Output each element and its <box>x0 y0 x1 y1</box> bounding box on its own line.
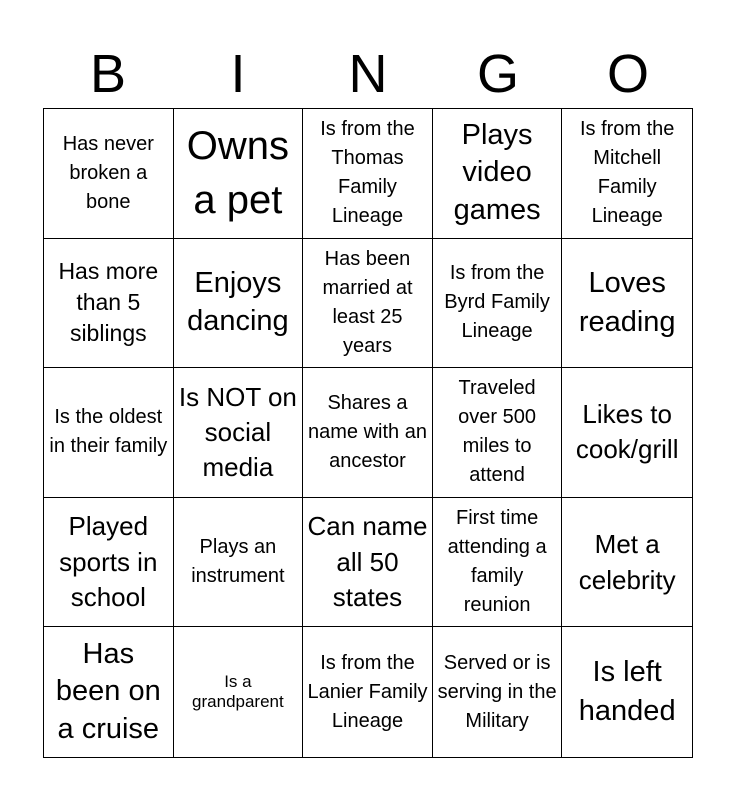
bingo-cell[interactable] <box>562 239 692 369</box>
cell-label: Is from the Mitchell Family Lineage <box>579 118 675 228</box>
bingo-cell[interactable] <box>303 109 433 239</box>
bingo-cell[interactable] <box>44 627 174 757</box>
header-letter-i: I <box>230 44 246 104</box>
cell-label: Loves reading <box>578 266 676 338</box>
cell-label: Played sports in school <box>59 511 158 612</box>
bingo-cell[interactable] <box>44 368 174 498</box>
bingo-cell[interactable] <box>433 239 563 369</box>
cell-label: Shares a name with an ancestor <box>308 391 427 472</box>
bingo-cell[interactable] <box>44 498 174 628</box>
bingo-cell[interactable] <box>174 109 304 239</box>
bingo-cell[interactable] <box>303 368 433 498</box>
bingo-cell[interactable] <box>174 368 304 498</box>
cell-label: Met a celebrity <box>578 528 676 596</box>
bingo-cell[interactable] <box>174 627 304 757</box>
cell-label: Is NOT on social media <box>178 381 297 483</box>
bingo-board <box>43 108 693 758</box>
cell-label: Has more than 5 siblings <box>58 258 159 347</box>
cell-label: Likes to cook/grill <box>575 399 679 465</box>
cell-label: Has been married at least 25 years <box>322 247 413 357</box>
bingo-cell[interactable] <box>44 109 174 239</box>
cell-label: Plays an instrument <box>191 536 285 588</box>
cell-label: First time attending a family reunion <box>447 507 547 617</box>
cell-label: Plays video games <box>453 118 541 227</box>
cell-label: Owns a pet <box>186 124 290 223</box>
cell-label: Has been on a cruise <box>55 637 161 746</box>
bingo-cell[interactable] <box>562 109 692 239</box>
bingo-cell[interactable] <box>433 368 563 498</box>
cell-label: Served or is serving in the Military <box>437 651 557 732</box>
cell-label: Can name all 50 states <box>307 511 428 612</box>
cell-label: Is from the Lanier Family Lineage <box>307 651 428 732</box>
cell-label: Is from the Thomas Family Lineage <box>320 118 415 228</box>
cell-label: Is the oldest in their family <box>49 406 168 458</box>
bingo-cell[interactable] <box>433 109 563 239</box>
bingo-cell[interactable] <box>562 368 692 498</box>
bingo-cell[interactable] <box>562 498 692 628</box>
cell-label: Has never broken a bone <box>62 132 154 213</box>
bingo-cell[interactable] <box>562 627 692 757</box>
bingo-cell[interactable] <box>44 239 174 369</box>
cell-label: Traveled over 500 miles to attend <box>458 377 537 487</box>
bingo-cell[interactable] <box>433 627 563 757</box>
bingo-header <box>43 40 693 108</box>
bingo-cell[interactable] <box>174 498 304 628</box>
cell-label: Is a grandparent <box>192 671 284 712</box>
header-letter-g: G <box>476 44 519 104</box>
bingo-cell[interactable] <box>303 239 433 369</box>
cell-label: Is from the Byrd Family Lineage <box>444 262 550 343</box>
header-letter-b: B <box>89 44 127 104</box>
header-letter-n: N <box>348 44 388 104</box>
cell-label: Enjoys dancing <box>187 267 289 337</box>
bingo-cell[interactable] <box>303 627 433 757</box>
header-letter-o: O <box>606 44 649 104</box>
cell-label: Is left handed <box>578 656 676 728</box>
bingo-cell[interactable] <box>433 498 563 628</box>
bingo-cell[interactable] <box>174 239 304 369</box>
bingo-cell[interactable] <box>303 498 433 628</box>
